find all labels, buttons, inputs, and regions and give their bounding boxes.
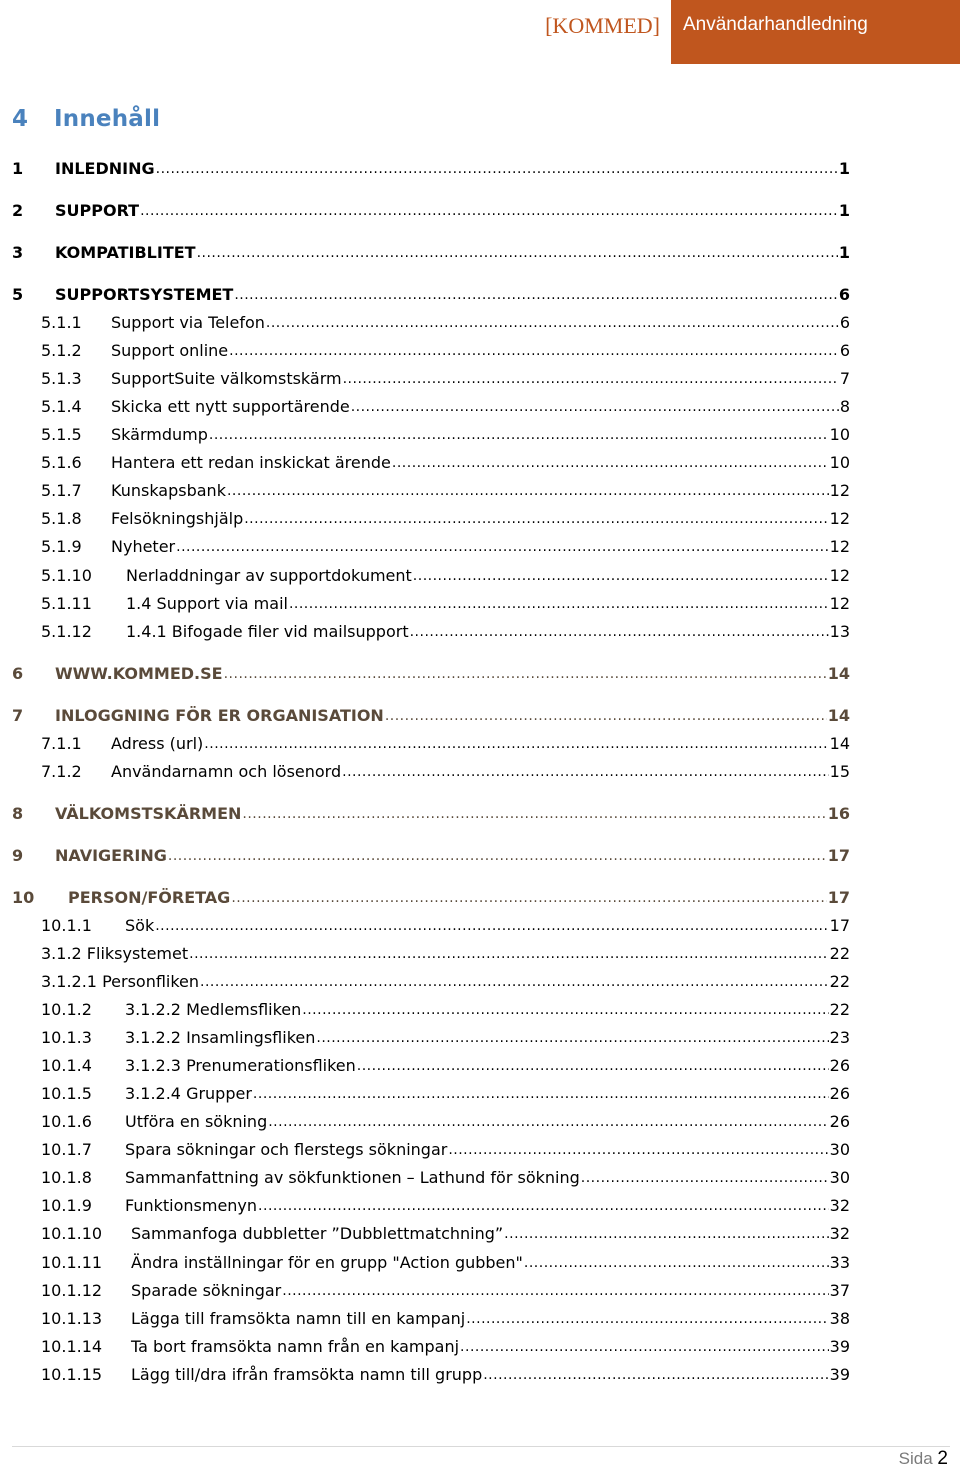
brand-logo-text: [KOMMED] (545, 13, 660, 38)
toc-entry-number: 7.1.1 (41, 734, 82, 753)
toc-entry-title: Ändra inställningar för en grupp "Action gubben" (131, 1253, 523, 1272)
toc-entry-page: 38 (829, 1309, 850, 1328)
toc-dot-leader (168, 845, 827, 864)
toc-entry[interactable] (12, 341, 850, 365)
toc-entry-title: INLOGGNING FÖR ER ORGANISATION (55, 706, 384, 725)
toc-entry[interactable] (12, 944, 850, 968)
toc-entry-page: 26 (829, 1112, 850, 1131)
toc-entry-title: 1.4.1 Bifogade filer vid mailsupport (126, 622, 409, 641)
toc-heading-text: Innehåll (54, 106, 161, 132)
toc-entry-title: VÄLKOMSTSKÄRMEN (55, 804, 242, 823)
toc-entry[interactable] (12, 1337, 850, 1361)
toc-entry-title: Användarnamn och lösenord (111, 762, 342, 781)
toc-entry-title: Nyheter (111, 537, 176, 556)
toc-dot-leader (282, 1280, 828, 1299)
toc-dot-leader (504, 1223, 828, 1242)
toc-entry-title: KOMPATIBLITET (55, 243, 196, 262)
toc-entry-number: 5 (12, 285, 24, 304)
toc-dot-leader (460, 1336, 829, 1355)
toc-entry-number: 2 (12, 201, 24, 220)
toc-dot-leader (351, 396, 839, 415)
toc-entry-number: 5.1.11 (41, 594, 92, 613)
toc-dot-leader (197, 242, 838, 261)
toc-entry-number: 10 (12, 888, 35, 907)
toc-dot-leader (448, 1139, 828, 1158)
toc-entry-title: Spara sökningar och flerstegs sökningar (125, 1140, 448, 1159)
toc-entry-number: 5.1.7 (41, 481, 82, 500)
toc-entry[interactable] (12, 313, 850, 337)
toc-entry[interactable] (12, 1253, 850, 1277)
toc-dot-leader (581, 1167, 829, 1186)
toc-entry-number: 8 (12, 804, 24, 823)
toc-entry[interactable] (12, 481, 850, 505)
toc-entry-page: 1 (838, 159, 850, 178)
toc-entry-page: 32 (829, 1224, 850, 1243)
toc-entry-title: 3.1.2.3 Prenumerationsfliken (125, 1056, 356, 1075)
toc-dot-leader (204, 733, 828, 752)
toc-entry-number: 3 (12, 243, 24, 262)
toc-entry-number: 5.1.6 (41, 453, 82, 472)
toc-entry-number: 10.1.7 (41, 1140, 92, 1159)
toc-dot-leader (209, 424, 829, 443)
toc-entry-page: 12 (829, 566, 850, 585)
toc-entry-number: 5.1.5 (41, 425, 82, 444)
toc-entry-number: 6 (12, 664, 24, 683)
toc-entry-title: Nerladdningar av supportdokument (126, 566, 412, 585)
toc-dot-leader (176, 536, 829, 555)
toc-dot-leader (200, 971, 829, 990)
toc-entry[interactable] (12, 888, 850, 912)
toc-entry-number: 10.1.2 (41, 1000, 92, 1019)
toc-entry[interactable] (12, 1000, 850, 1024)
toc-entry-title: 3.1.2.4 Grupper (125, 1084, 252, 1103)
toc-heading-number: 4 (12, 106, 29, 132)
toc-entry[interactable] (12, 1112, 850, 1136)
toc-entry-title: Skicka ett nytt supportärende (111, 397, 350, 416)
toc-entry-page: 17 (827, 888, 850, 907)
toc-entry-number: 5.1.1 (41, 313, 82, 332)
toc-dot-leader (268, 1111, 828, 1130)
page-number-value: 2 (937, 1448, 948, 1469)
toc-entry-page: 33 (829, 1253, 850, 1272)
toc-entry[interactable] (12, 453, 850, 477)
toc-entry-page: 8 (839, 397, 850, 416)
toc-entry-number: 9 (12, 846, 24, 865)
toc-entry-page: 7 (839, 369, 850, 388)
toc-dot-leader (343, 368, 839, 387)
toc-entry-page: 23 (829, 1028, 850, 1047)
toc-entry-page: 6 (839, 341, 850, 360)
toc-entry-number: 10.1.6 (41, 1112, 92, 1131)
toc-heading (12, 106, 160, 132)
toc-entry-title: SUPPORT (55, 201, 140, 220)
toc-entry-page: 12 (829, 537, 850, 556)
toc-entry-title: Support online (111, 341, 229, 360)
toc-dot-leader (156, 158, 838, 177)
toc-entry-page: 30 (829, 1140, 850, 1159)
toc-dot-leader (231, 887, 826, 906)
toc-entry[interactable] (12, 1084, 850, 1108)
toc-entry-page: 6 (838, 285, 850, 304)
toc-dot-leader (244, 508, 828, 527)
toc-entry-number: 10.1.14 (41, 1337, 103, 1356)
toc-dot-leader (234, 284, 838, 303)
toc-entry-number: 10.1.10 (41, 1224, 103, 1243)
toc-entry-page: 1 (838, 243, 850, 262)
toc-entry-title: Lägga till framsökta namn till en kampanj (131, 1309, 466, 1328)
toc-entry-page: 16 (827, 804, 850, 823)
toc-dot-leader (342, 761, 829, 780)
page-header (0, 0, 960, 64)
toc-dot-leader (385, 705, 827, 724)
toc-entry-page: 17 (827, 846, 850, 865)
toc-entry-page: 14 (827, 706, 850, 725)
page-number (899, 1448, 948, 1470)
toc-entry-title: Sök (125, 916, 155, 935)
toc-entry-title: SUPPORTSYSTEMET (55, 285, 234, 304)
toc-dot-leader (466, 1308, 828, 1327)
toc-entry[interactable] (12, 1224, 850, 1248)
toc-entry[interactable] (12, 1281, 850, 1305)
toc-entry-title: 3.1.2.2 Insamlingsfliken (125, 1028, 316, 1047)
toc-entry[interactable] (12, 594, 850, 618)
toc-entry-number: 5.1.12 (41, 622, 92, 641)
toc-entry-page: 26 (829, 1056, 850, 1075)
toc-dot-leader (302, 999, 828, 1018)
toc-entry[interactable] (12, 734, 850, 758)
toc-entry[interactable] (12, 664, 850, 688)
toc-entry-page: 30 (829, 1168, 850, 1187)
toc-entry-number: 10.1.3 (41, 1028, 92, 1047)
toc-entry[interactable] (12, 1140, 850, 1164)
toc-entry[interactable] (12, 1365, 850, 1389)
toc-entry[interactable] (12, 243, 850, 267)
toc-entry-page: 37 (829, 1281, 850, 1300)
toc-entry-page: 26 (829, 1084, 850, 1103)
toc-entry-number: 10.1.11 (41, 1253, 103, 1272)
toc-entry-page: 1 (838, 201, 850, 220)
toc-entry-number: 5.1.10 (41, 566, 92, 585)
toc-entry-page: 10 (829, 453, 850, 472)
toc-dot-leader (140, 200, 838, 219)
toc-entry[interactable] (12, 159, 850, 183)
toc-entry[interactable] (12, 622, 850, 646)
toc-entry-page: 12 (829, 594, 850, 613)
toc-dot-leader (253, 1083, 829, 1102)
toc-entry[interactable] (12, 1196, 850, 1220)
toc-entry-title: Skärmdump (111, 425, 208, 444)
toc-entry-title: WWW.KOMMED.SE (55, 664, 223, 683)
toc-dot-leader (483, 1364, 828, 1383)
toc-entry[interactable] (12, 509, 850, 533)
toc-entry-page: 39 (829, 1337, 850, 1356)
toc-entry-number: 10.1.15 (41, 1365, 103, 1384)
toc-entry-page: 6 (839, 313, 850, 332)
toc-entry-number: 5.1.9 (41, 537, 82, 556)
toc-entry[interactable] (12, 369, 850, 393)
toc-entry-title: Sparade sökningar (131, 1281, 282, 1300)
toc-dot-leader (410, 621, 829, 640)
toc-entry[interactable] (12, 201, 850, 225)
toc-entry-number: 10.1.13 (41, 1309, 103, 1328)
toc-entry-number: 10.1.9 (41, 1196, 92, 1215)
toc-entry-title: Support via Telefon (111, 313, 265, 332)
document-title-bar: Användarhandledning (671, 0, 960, 64)
toc-entry-title: Sammanfoga dubbletter ”Dubblettmatchning” (131, 1224, 504, 1243)
toc-entry-title: Funktionsmenyn (125, 1196, 258, 1215)
toc-dot-leader (229, 340, 839, 359)
toc-entry-page: 12 (829, 509, 850, 528)
toc-entry-title: Adress (url) (111, 734, 204, 753)
toc-entry[interactable] (12, 972, 850, 996)
toc-entry-title: PERSON/FÖRETAG (68, 888, 231, 907)
toc-entry-title: 1.4 Support via mail (126, 594, 288, 613)
toc-entry-page: 22 (829, 944, 850, 963)
toc-entry-page: 17 (829, 916, 850, 935)
toc-dot-leader (357, 1055, 829, 1074)
toc-entry[interactable] (12, 566, 850, 590)
toc-dot-leader (413, 565, 829, 584)
toc-dot-leader (392, 452, 829, 471)
toc-entry-page: 14 (827, 664, 850, 683)
toc-entry[interactable] (12, 397, 850, 421)
toc-entry-title: Felsökningshjälp (111, 509, 244, 528)
toc-entry-number: 10.1.4 (41, 1056, 92, 1075)
toc-entry[interactable] (12, 425, 850, 449)
toc-entry-number: 5.1.2 (41, 341, 82, 360)
toc-dot-leader (227, 480, 829, 499)
toc-entry[interactable] (12, 1056, 850, 1080)
toc-entry-title: Utföra en sökning (125, 1112, 268, 1131)
toc-entry-number: 5.1.8 (41, 509, 82, 528)
toc-entry-number: 10.1.1 (41, 916, 92, 935)
toc-entry[interactable] (12, 1168, 850, 1192)
toc-entry[interactable] (12, 1309, 850, 1333)
toc-entry-page: 22 (829, 972, 850, 991)
toc-entry-page: 15 (829, 762, 850, 781)
toc-entry[interactable] (12, 846, 850, 870)
toc-entry-page: 32 (829, 1196, 850, 1215)
toc-entry-title: INLEDNING (55, 159, 155, 178)
toc-entry-number: 10.1.8 (41, 1168, 92, 1187)
toc-entry-title: Kunskapsbank (111, 481, 226, 500)
toc-entry[interactable] (12, 916, 850, 940)
toc-entry[interactable] (12, 706, 850, 730)
toc-entry-page: 39 (829, 1365, 850, 1384)
footer-divider (12, 1446, 950, 1447)
toc-entry-title: 3.1.2.1 Personfliken (41, 972, 200, 991)
toc-entry-title: NAVIGERING (55, 846, 167, 865)
toc-entry-title: 3.1.2 Fliksystemet (41, 944, 189, 963)
toc-entry-title: Ta bort framsökta namn från en kampanj (131, 1337, 460, 1356)
toc-entry-page: 12 (829, 481, 850, 500)
toc-dot-leader (242, 803, 826, 822)
toc-entry-number: 5.1.3 (41, 369, 82, 388)
toc-entry-page: 13 (829, 622, 850, 641)
toc-dot-leader (258, 1195, 829, 1214)
toc-entry-page: 10 (829, 425, 850, 444)
toc-dot-leader (155, 915, 828, 934)
toc-entry-title: Sammanfattning av sökfunktionen – Lathund för sökning (125, 1168, 580, 1187)
toc-entry-number: 1 (12, 159, 24, 178)
toc-dot-leader (266, 312, 839, 331)
toc-dot-leader (189, 943, 829, 962)
toc-entry-number: 7 (12, 706, 24, 725)
toc-entry-page: 14 (829, 734, 850, 753)
toc-entry-number: 5.1.4 (41, 397, 82, 416)
toc-entry[interactable] (12, 804, 850, 828)
toc-entry[interactable] (12, 762, 850, 786)
toc-entry-page: 22 (829, 1000, 850, 1019)
toc-entry-title: SupportSuite välkomstskärm (111, 369, 342, 388)
toc-entry[interactable] (12, 537, 850, 561)
toc-dot-leader (224, 663, 827, 682)
toc-entry-title: 3.1.2.2 Medlemsfliken (125, 1000, 302, 1019)
toc-dot-leader (316, 1027, 828, 1046)
toc-entry-number: 10.1.12 (41, 1281, 103, 1300)
toc-entry-title: Lägg till/dra ifrån framsökta namn till grupp (131, 1365, 483, 1384)
toc-dot-leader (524, 1252, 829, 1271)
page-label: Sida (898, 1449, 933, 1468)
toc-entry-title: Hantera ett redan inskickat ärende (111, 453, 391, 472)
toc-entry[interactable] (12, 285, 850, 309)
toc-dot-leader (289, 593, 829, 612)
toc-entry[interactable] (12, 1028, 850, 1052)
toc-entry-number: 7.1.2 (41, 762, 82, 781)
toc-entry-number: 10.1.5 (41, 1084, 92, 1103)
